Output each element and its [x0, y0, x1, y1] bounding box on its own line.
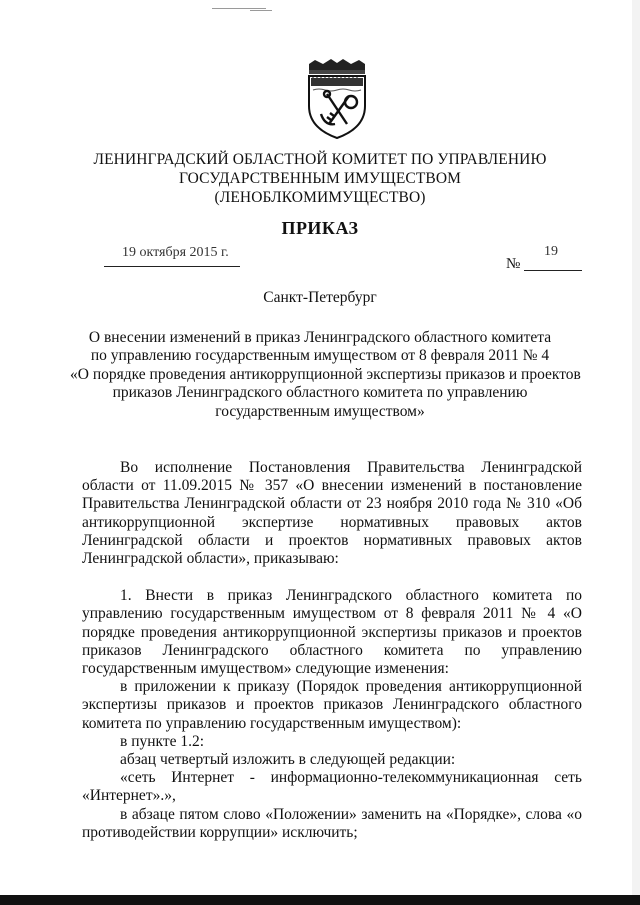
coat-of-arms-emblem — [301, 58, 373, 140]
scan-edge-shadow — [632, 0, 640, 905]
order-number: 19 — [544, 244, 558, 259]
order-date: 19 октября 2015 г. — [122, 245, 229, 260]
item-1-clause-paragraph: в пункте 1.2: — [120, 732, 205, 750]
date-underline — [104, 266, 240, 267]
order-subject — [70, 329, 581, 421]
number-underline — [524, 270, 582, 271]
subject-line: «О порядке проведения антикоррупционной экспертизы приказов и проектов — [70, 365, 581, 383]
item-1-replacement-paragraph: в абзаце пятом слово «Положении» заменить на «Порядке», слова «о противодействии коррупции» исключить; — [82, 805, 582, 841]
preamble-paragraph: Во исполнение Постановления Правительства Ленинградской области от 11.09.2015 № 357 «О внесении изменений в постановление Правительства Ленинградской области от 23 ноября 2010 года № 310 «Об антикоррупционной экспертизе нормативных правовых актов Ленинградской области и проектов нормативных правовых актов Ленинградской области», приказываю: — [82, 459, 582, 568]
item-1-instruction-paragraph: абзац четвертый изложить в следующей редакции: — [120, 751, 456, 769]
scan-bottom-edge — [0, 895, 640, 905]
scan-artifact-line — [250, 10, 272, 11]
committee-name-line2: ГОСУДАРСТВЕННЫМ ИМУЩЕСТВОМ — [178, 170, 462, 187]
committee-abbreviation: (ЛЕНОБЛКОМИМУЩЕСТВО) — [214, 189, 426, 206]
committee-name-line1: ЛЕНИНГРАДСКИЙ ОБЛАСТНОЙ КОМИТЕТ ПО УПРАВЛЕНИЮ — [93, 151, 547, 168]
document-title: ПРИКАЗ — [281, 218, 359, 238]
order-body — [82, 459, 582, 842]
scan-artifact-line — [212, 8, 266, 9]
item-1-paragraph: 1. Внести в приказ Ленинградского областного комитета по управлению государственным имуществом от 8 февраля 2011 № 4 «О порядке проведения антикоррупционной экспертизы приказов и проектов приказов Ленинградского областного комитета по управлению государственным имуществом» следующие изменения: — [82, 587, 582, 678]
subject-line: О внесении изменений в приказ Ленинградского областного комитета — [88, 329, 552, 346]
item-1-appendix-paragraph: в приложении к приказу (Порядок проведения антикоррупционной экспертизы приказов и проектов приказов Ленинградского областного комитета по управлению государственным имуществом): — [82, 678, 582, 732]
subject-line: по управлению государственным имуществом от 8 февраля 2011 № 4 — [90, 347, 550, 365]
city-name: Санкт-Петербург — [263, 289, 377, 306]
subject-line: государственным имуществом» — [215, 402, 425, 420]
number-label: № — [506, 256, 521, 272]
subject-line: приказов Ленинградского областного комитета по управлению — [112, 384, 528, 402]
item-1-new-wording-paragraph: «сеть Интернет - информационно-телекоммуникационная сеть «Интернет».», — [82, 769, 582, 805]
